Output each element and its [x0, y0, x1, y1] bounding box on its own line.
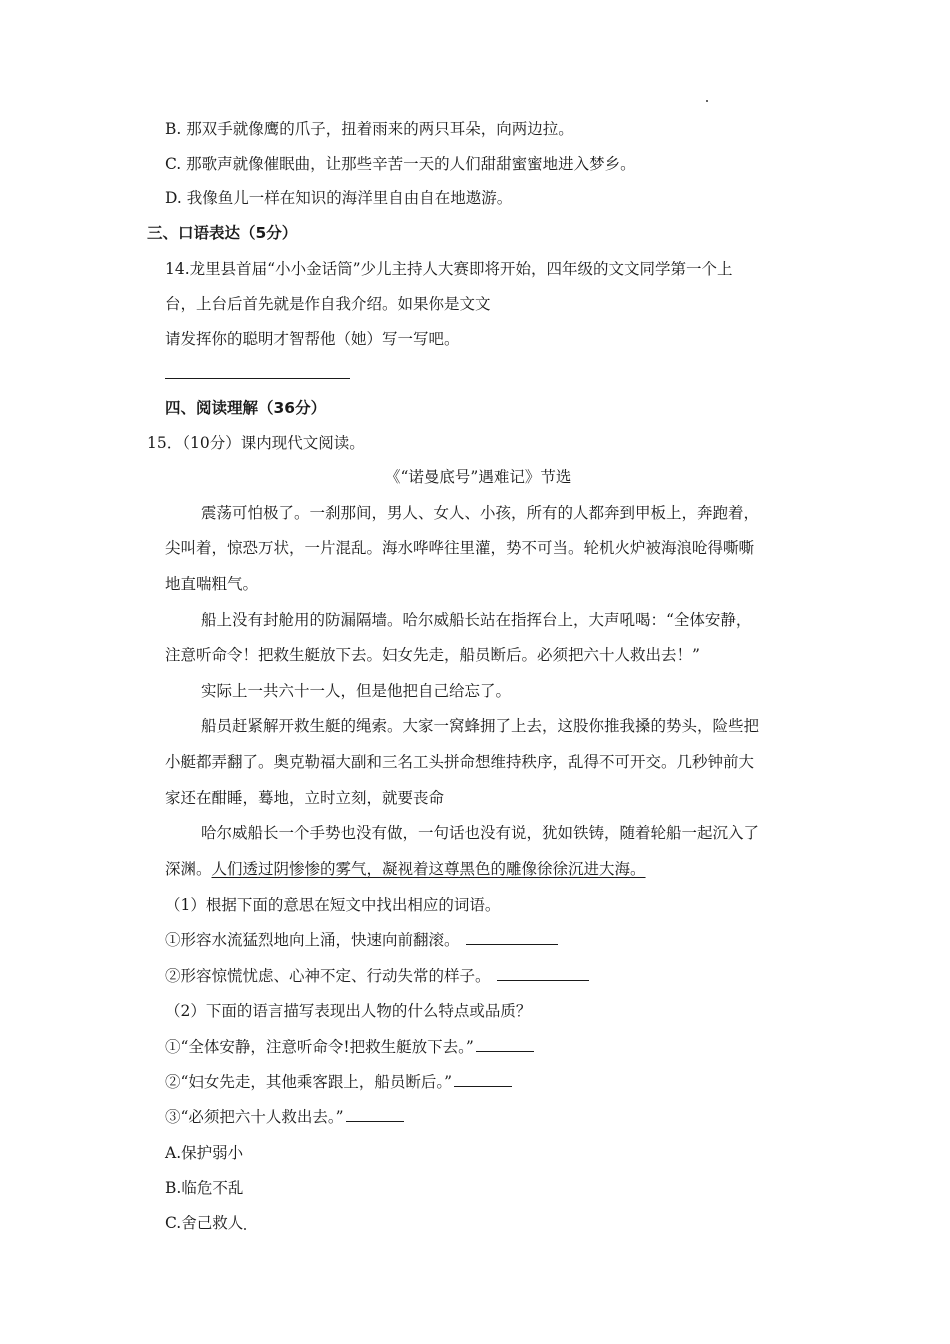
answer-blank-1a[interactable] [466, 930, 558, 945]
answer-blank-2a[interactable] [476, 1037, 534, 1052]
page-speck [706, 100, 708, 102]
question-14-line-1: 14.龙里县首届“小小金话筒”少儿主持人大赛即将开始，四年级的文文同学第一个上 [165, 260, 733, 278]
passage-p1-line-3: 地直喘粗气。 [165, 575, 259, 593]
passage-p1-line-1: 震荡可怕极了。一刹那间，男人、女人、小孩，所有的人都奔到甲板上，奔跑着， [201, 504, 760, 522]
question-14-line-3: 请发挥你的聪明才智帮他（她）写一写吧。 [165, 330, 460, 348]
sub-question-1: （1）根据下面的意思在短文中找出相应的词语。 [165, 896, 501, 914]
option-b: B. 那双手就像鹰的爪子，扭着雨来的两只耳朵，向两边拉。 [165, 120, 574, 138]
passage-p1-line-2: 尖叫着，惊恐万状，一片混乱。海水哗哗往里灌，势不可当。轮机火炉被海浪呛得嘶嘶 [165, 539, 755, 557]
passage-p5-line-1: 哈尔威船长一个手势也没有做，一句话也没有说，犹如铁铸，随着轮船一起沉入了 [201, 824, 760, 842]
passage-p5-plain-text: 深渊。 [165, 860, 212, 878]
section-heading-oral: 三、口语表达（5分） [147, 224, 298, 242]
answer-blank-2c[interactable] [346, 1107, 404, 1122]
page-speck [244, 1228, 246, 1230]
passage-p4-line-1: 船员赶紧解开救生艇的绳索。大家一窝蜂拥了上去，这股你推我搡的势头，险些把 [201, 717, 760, 735]
choice-a: A.保护弱小 [165, 1144, 244, 1162]
question-14-answer-line[interactable] [165, 378, 350, 379]
question-14-line-2: 台，上台后首先就是作自我介绍。如果你是文文 [165, 295, 491, 313]
sub-question-1b-text: ②形容惊慌忧虑、心神不定、行动失常的样子。 [165, 967, 491, 985]
choice-c: C.舍己救人 [165, 1214, 244, 1232]
option-d: D. 我像鱼儿一样在知识的海洋里自由自在地遨游。 [165, 189, 513, 207]
option-c: C. 那歌声就像催眠曲，让那些辛苦一天的人们甜甜蜜蜜地进入梦乡。 [165, 155, 636, 173]
underlined-sentence: 人们透过阴惨惨的雾气，凝视着这尊黑色的雕像徐徐沉进大海。 [211, 860, 646, 878]
answer-blank-2b[interactable] [454, 1072, 512, 1087]
sub-question-2a-text: ①“全体安静，注意听命令!把救生艇放下去。” [165, 1038, 474, 1056]
passage-p3-line-1: 实际上一共六十一人，但是他把自己给忘了。 [201, 682, 512, 700]
sub-question-1a [165, 930, 558, 950]
sub-question-2c [165, 1107, 404, 1127]
sub-question-2: （2）下面的语言描写表现出人物的什么特点或品质？ [165, 1002, 532, 1020]
sub-question-2b [165, 1072, 512, 1092]
passage-p5-line-2 [165, 859, 646, 879]
sub-question-2a [165, 1037, 534, 1057]
passage-title: 《“诺曼底号”遇难记》节选 [385, 468, 572, 486]
sub-question-1b [165, 966, 589, 986]
passage-p2-line-2: 注意听命令！把救生艇放下去。妇女先走，船员断后。必须把六十人救出去！” [165, 646, 700, 664]
answer-blank-1b[interactable] [497, 966, 589, 981]
sub-question-2b-text: ②“妇女先走，其他乘客跟上，船员断后。” [165, 1073, 453, 1091]
sub-question-2c-text: ③“必须把六十人救出去。” [165, 1108, 344, 1126]
section-heading-reading: 四、阅读理解（36分） [165, 399, 327, 417]
choice-b: B.临危不乱 [165, 1179, 244, 1197]
passage-p4-line-2: 小艇都弄翻了。奥克勒福大副和三名工头拼命想维持秩序，乱得不可开交。几秒钟前大 [165, 753, 755, 771]
question-15-intro: 15．（10分）课内现代文阅读。 [147, 434, 365, 452]
sub-question-1a-text: ①形容水流猛烈地向上涌，快速向前翻滚。 [165, 931, 460, 949]
passage-p2-line-1: 船上没有封舱用的防漏隔墙。哈尔威船长站在指挥台上，大声吼喝：“全体安静， [201, 611, 752, 629]
passage-p4-line-3: 家还在酣睡，蓦地，立时立刻，就要丧命 [165, 789, 445, 807]
